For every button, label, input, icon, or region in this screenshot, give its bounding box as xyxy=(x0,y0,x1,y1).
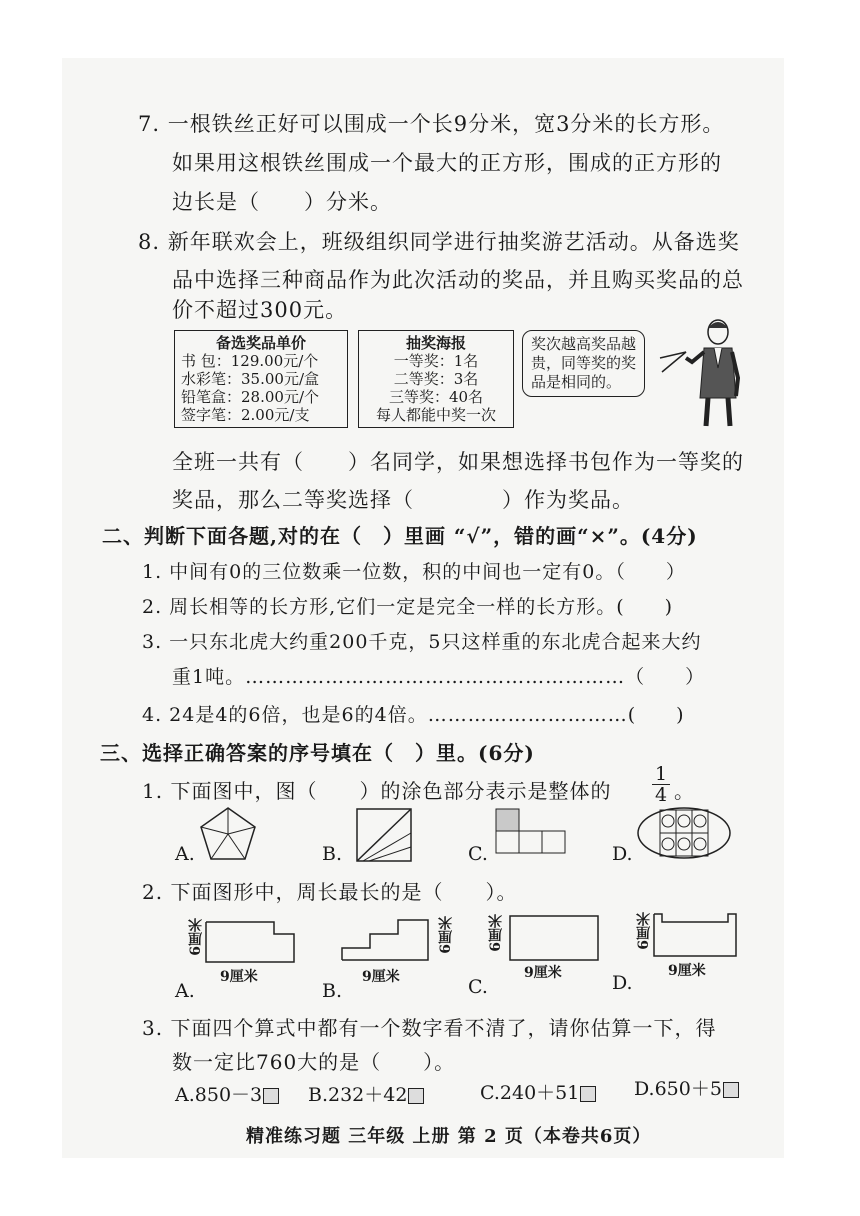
q2-option-a-label: A. xyxy=(175,980,195,1002)
square-diagonal-figure-icon xyxy=(355,807,413,862)
judge-item-2: 2. 周长相等的长方形,它们一定是完全一样的长方形。( ) xyxy=(142,596,674,618)
choice-q3-line2: 数一定比760大的是（ ）。 xyxy=(172,1050,456,1074)
obscured-digit-icon xyxy=(723,1082,739,1098)
judge-item-1: 1. 中间有0的三位数乘一位数，积的中间也一定有0。（ ） xyxy=(142,561,686,583)
width-label: 9厘米 xyxy=(220,969,258,985)
height-label: 6厘米 xyxy=(636,912,652,950)
q1-option-a-label: A. xyxy=(175,843,195,865)
q3-option-d xyxy=(634,1074,739,1101)
q3-option-d-text: D.650＋5 xyxy=(634,1078,722,1100)
q2-option-c-label: C. xyxy=(468,976,488,998)
section2-heading: 二、判断下面各题,对的在（ ）里画 “√”，错的画“×”。(4分) xyxy=(102,524,698,548)
price-item: 签字笔：2.00元/支 xyxy=(181,406,310,424)
choice-q2-text: 2. 下面图形中，周长最长的是（ ）。 xyxy=(142,880,518,904)
shape-c-rectangle-figure-icon xyxy=(508,914,600,962)
q8-line5: 奖品，那么二等奖选择（ ）作为奖品。 xyxy=(172,488,634,512)
poster-item: 每人都能中奖一次 xyxy=(375,406,496,424)
fraction-numerator: 1 xyxy=(652,764,670,785)
choice-q1-text: 1. 下面图中，图（ ）的涂色部分表示是整体的 xyxy=(142,779,612,803)
q7-line1: 7. 一根铁丝正好可以围成一个长9分米，宽3分米的长方形。 xyxy=(138,112,725,136)
width-label: 9厘米 xyxy=(668,963,706,979)
poster-item: 二等奖：3名 xyxy=(393,370,479,388)
q8-line3: 价不超过300元。 xyxy=(172,298,348,322)
bubble-line: 贵，同等奖的奖 xyxy=(531,354,637,372)
q3-option-c xyxy=(480,1078,596,1105)
bubble-tail-icon xyxy=(660,348,690,378)
q3-option-b-text: B.232＋42 xyxy=(308,1084,408,1106)
q1-option-c-label: C. xyxy=(468,843,488,865)
poster-item: 三等奖：40名 xyxy=(388,388,484,406)
price-item: 水彩笔：35.00元/盒 xyxy=(181,370,319,388)
height-label: 6厘米 xyxy=(438,916,454,954)
bubble-line: 品是相同的。 xyxy=(531,373,622,391)
width-label: 9厘米 xyxy=(524,965,562,981)
bubble-line: 奖次越高奖品越 xyxy=(531,335,637,353)
page-footer: 精准练习题 三年级 上册 第 2 页（本卷共6页） xyxy=(246,1126,652,1147)
lottery-poster-box xyxy=(358,330,514,428)
shape-b-staircase-figure-icon xyxy=(340,916,432,962)
q3-option-a xyxy=(175,1080,279,1107)
choice-q3-line1: 3. 下面四个算式中都有一个数字看不清了，请你估算一下，得 xyxy=(142,1016,717,1040)
q3-option-b xyxy=(308,1080,424,1107)
judge-item-4: 4. 24是4的6倍，也是6的4倍。…………………………( ) xyxy=(142,704,685,726)
fraction-one-quarter xyxy=(652,764,670,805)
q1-option-b-label: B. xyxy=(322,843,343,865)
q2-option-b-label: B. xyxy=(322,980,343,1002)
q7-line3: 边长是（ ）分米。 xyxy=(172,190,392,214)
q8-line2: 品中选择三种商品作为此次活动的奖品，并且购买奖品的总 xyxy=(172,268,744,292)
q8-line1: 8. 新年联欢会上，班级组织同学进行抽奖游艺活动。从备选奖 xyxy=(138,230,740,254)
teacher-illustration-icon xyxy=(690,318,750,428)
judge-item-3: 3. 一只东北虎大约重200千克，5只这样重的东北虎合起来大约 xyxy=(142,631,702,653)
q2-option-d-label: D. xyxy=(612,972,633,994)
q8-line4: 全班一共有（ ）名同学，如果想选择书包作为一等奖的 xyxy=(172,450,744,474)
poster-item: 一等奖：1名 xyxy=(393,352,479,370)
obscured-digit-icon xyxy=(408,1088,424,1104)
price-item: 书 包：129.00元/个 xyxy=(181,352,319,370)
ellipse-circles-figure-icon xyxy=(636,806,732,860)
shape-a-figure-icon xyxy=(204,920,298,964)
pentagon-figure-icon xyxy=(198,806,258,862)
obscured-digit-icon xyxy=(263,1088,279,1104)
q7-line2: 如果用这根铁丝围成一个最大的正方形，围成的正方形的 xyxy=(172,151,722,175)
poster-title: 抽奖海报 xyxy=(405,334,466,352)
judge-item-3-cont: 重1吨。…………………………………………………（ ） xyxy=(172,666,706,688)
q3-option-c-text: C.240＋51 xyxy=(480,1082,580,1104)
section3-heading: 三、选择正确答案的序号填在（ ）里。(6分) xyxy=(100,741,535,765)
fraction-denominator: 4 xyxy=(654,784,668,806)
height-label: 6厘米 xyxy=(488,914,504,952)
q1-option-d-label: D. xyxy=(612,843,633,865)
choice-q1-tail: 。 xyxy=(674,779,695,803)
price-item: 铅笔盒：28.00元/个 xyxy=(181,388,319,406)
height-label: 6厘米 xyxy=(188,918,204,956)
squares-l-figure-icon xyxy=(494,807,570,855)
price-list-box xyxy=(174,330,348,428)
price-list-title: 备选奖品单价 xyxy=(215,334,306,352)
width-label: 9厘米 xyxy=(362,969,400,985)
obscured-digit-icon xyxy=(580,1086,596,1102)
speech-bubble xyxy=(522,330,645,397)
q3-option-a-text: A.850－3 xyxy=(175,1084,263,1106)
shape-d-notched-figure-icon xyxy=(652,912,740,958)
